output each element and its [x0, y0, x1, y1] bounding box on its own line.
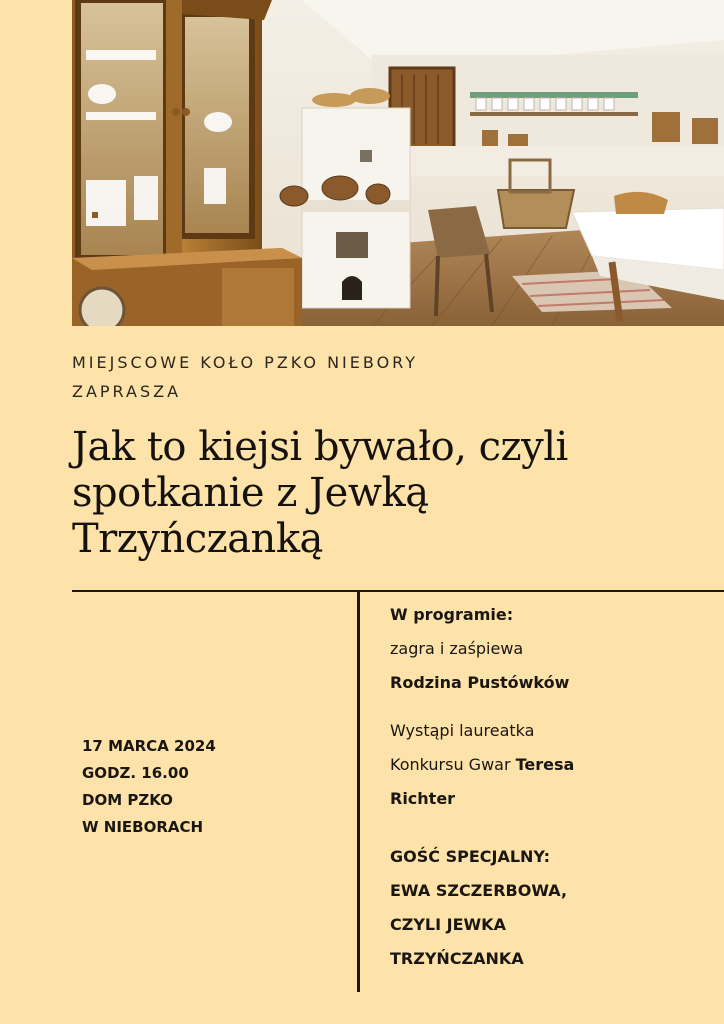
event-time: GODZ. 16.00 — [82, 764, 189, 782]
title-line-1: Jak to kiejsi bywało, czyli — [72, 424, 568, 470]
organizer-line-1: MIEJSCOWE KOŁO PZKO NIEBORY — [72, 353, 419, 372]
special-guest-heading: GOŚĆ SPECJALNY: — [390, 847, 551, 866]
title-line-2: spotkanie z Jewką — [72, 470, 429, 516]
program-item-1-text: zagra i zaśpiewa — [390, 639, 524, 658]
event-venue-line-2: W NIEBORACH — [82, 818, 204, 836]
program-section — [390, 598, 710, 976]
special-guest-line-2: EWA SZCZERBOWA, — [390, 881, 568, 900]
kitchen-photo — [72, 0, 724, 326]
event-details — [82, 733, 342, 841]
program-item-2-line — [390, 748, 710, 782]
organizer-line-2: ZAPRASZA — [72, 382, 182, 401]
program-item-1-name: Rodzina Pustówków — [390, 673, 570, 692]
program-item-2-name-b: Richter — [390, 789, 456, 808]
program-item-2-text-b: Konkursu Gwar — [390, 755, 511, 774]
vertical-divider — [357, 590, 360, 992]
event-date: 17 MARCA 2024 — [82, 737, 216, 755]
program-item-2-text-a: Wystąpi laureatka — [390, 721, 535, 740]
program-heading: W programie: — [390, 605, 514, 624]
title-line-3: Trzyńczanką — [72, 516, 323, 562]
special-guest-line-3: CZYLI JEWKA — [390, 915, 506, 934]
event-title — [72, 424, 672, 562]
special-guest-line-4: TRZYŃCZANKA — [390, 949, 524, 968]
program-item-2-name-a: Teresa — [515, 755, 575, 774]
horizontal-divider — [72, 590, 724, 592]
organizer-heading — [72, 348, 532, 406]
event-venue-line-1: DOM PZKO — [82, 791, 173, 809]
